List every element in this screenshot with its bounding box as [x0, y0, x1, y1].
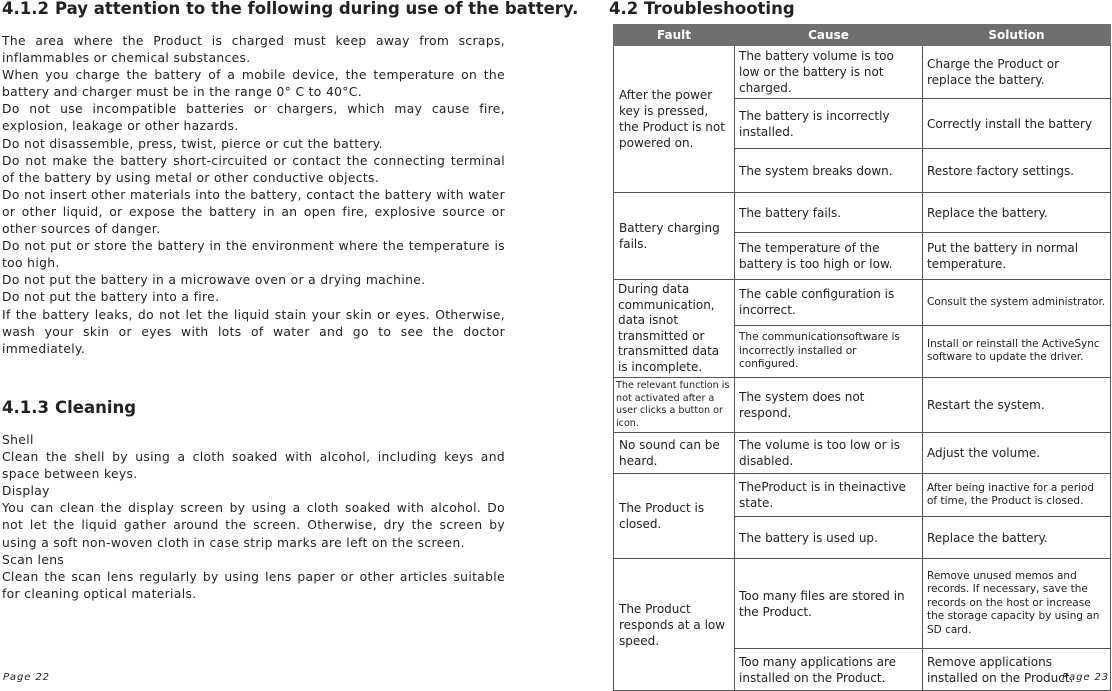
fault-cell: The relevant function is not activated after a user clicks a button or icon. [614, 378, 735, 433]
item-heading: Display [2, 484, 50, 499]
solution-cell: Remove applications installed on the Product. [923, 649, 1111, 691]
table-row [614, 433, 1111, 474]
cause-cell: The temperature of the battery is too high or low. [735, 233, 923, 280]
table-row [614, 378, 1111, 433]
section-number: 4.1.3 [2, 398, 49, 417]
solution-cell: Replace the battery. [923, 193, 1111, 233]
cause-cell: The volume is too low or is disabled. [735, 433, 923, 474]
solution-cell: Install or reinstall the ActiveSync software to update the driver. [923, 325, 1111, 377]
solution-cell: Correctly install the battery [923, 99, 1111, 149]
paragraph: When you charge the battery of a mobile device, the temperature on the battery and charger must be in the range 0° C to 40°C. [2, 68, 505, 100]
solution-cell: Remove unused memos and records. If necessary, save the records on the host or increase the storage capacity by using an SD card. [923, 559, 1111, 649]
solution-cell: Consult the system administrator. [923, 280, 1111, 326]
paragraph: The area where the Product is charged must keep away from scraps, inflammables or chemical substances. [2, 34, 505, 66]
battery-precautions [2, 33, 505, 358]
solution-cell: Restart the system. [923, 378, 1111, 433]
fault-cell: After the power key is pressed, the Product is not powered on. [614, 46, 735, 193]
troubleshooting-table [613, 24, 1111, 691]
cause-cell: The communicationsoftware is incorrectly installed or configured. [735, 325, 923, 377]
fault-cell: Battery charging fails. [614, 193, 735, 280]
solution-cell: After being inactive for a period of time, the Product is closed. [923, 474, 1111, 517]
item-text: Clean the shell by using a cloth soaked with alcohol, including keys and space between keys. [2, 450, 505, 482]
solution-cell: Charge the Product or replace the battery. [923, 46, 1111, 99]
cause-cell: The cable configuration is incorrect. [735, 280, 923, 326]
paragraph: Do not use incompatible batteries or chargers, which may cause fire, explosion, leakage or other hazards. [2, 102, 505, 134]
paragraph: Do not disassemble, press, twist, pierce or cut the battery. [2, 136, 383, 151]
section-title: Cleaning [54, 398, 137, 417]
solution-cell: Put the battery in normal temperature. [923, 233, 1111, 280]
section-title: Pay attention to the following during use of the battery. [54, 0, 579, 18]
solution-cell: Restore factory settings. [923, 149, 1111, 193]
section-heading-battery [2, 0, 578, 17]
cause-cell: Too many applications are installed on the Product. [735, 649, 923, 691]
cause-cell: The system does not respond. [735, 378, 923, 433]
table-row [614, 193, 1111, 233]
cause-cell: The battery fails. [735, 193, 923, 233]
page-number-left: Page 22 [3, 672, 50, 683]
cause-cell: The battery volume is too low or the battery is not charged. [735, 46, 923, 99]
table-header-row [614, 25, 1111, 46]
cause-cell: The battery is used up. [735, 517, 923, 559]
fault-cell: No sound can be heard. [614, 433, 735, 474]
paragraph: Do not put or store the battery in the environment where the temperature is too high. [2, 239, 505, 271]
solution-cell: Adjust the volume. [923, 433, 1111, 474]
table-row [614, 559, 1111, 649]
item-heading: Shell [2, 433, 34, 447]
table-row [614, 46, 1111, 99]
section-heading-cleaning [2, 399, 136, 416]
section-number: 4.1.2 [2, 0, 49, 18]
header-cause: Cause [735, 25, 923, 46]
fault-cell: During data communication, data isnot transmitted or transmitted data is incomplete. [614, 280, 735, 378]
paragraph: Do not put the battery into a fire. [2, 290, 220, 305]
solution-cell: Replace the battery. [923, 517, 1111, 559]
table-row [614, 474, 1111, 517]
item-text: You can clean the display screen by using a cloth soaked with alcohol. Do not let the liquid gather around the screen. Otherwise, dry the screen by using a soft non-woven cloth in case strip marks are left on the screen. [2, 501, 505, 550]
header-solution: Solution [923, 25, 1111, 46]
cause-cell: TheProduct is in theinactive state. [735, 474, 923, 517]
cause-cell: The system breaks down. [735, 149, 923, 193]
troubleshooting-title: 4.2 Troubleshooting [609, 0, 795, 18]
fault-cell: The Product is closed. [614, 474, 735, 559]
fault-cell: The Product responds at a low speed. [614, 559, 735, 691]
page-number-right: Page 23 [1062, 672, 1109, 683]
paragraph: Do not insert other materials into the battery, contact the battery with water or other liquid, or expose the battery in an open fire, explosive source or other sources of danger. [2, 187, 505, 237]
paragraph: If the battery leaks, do not let the liquid stain your skin or eyes. Otherwise, wash your skin or eyes with lots of water and go to see the doctor immediately. [2, 307, 505, 356]
item-heading: Scan lens [2, 552, 65, 567]
cause-cell: Too many files are stored in the Product. [735, 559, 923, 649]
table-row [614, 280, 1111, 326]
header-fault: Fault [614, 25, 735, 46]
item-text: Clean the scan lens regularly by using lens paper or other articles suitable for cleaning optical materials. [2, 569, 505, 601]
paragraph: Do not put the battery in a microwave oven or a drying machine. [2, 273, 426, 288]
cause-cell: The battery is incorrectly installed. [735, 99, 923, 149]
paragraph: Do not make the battery short-circuited or contact the connecting terminal of the battery by using metal or other conductive objects. [2, 153, 505, 185]
cleaning-instructions [2, 432, 505, 603]
